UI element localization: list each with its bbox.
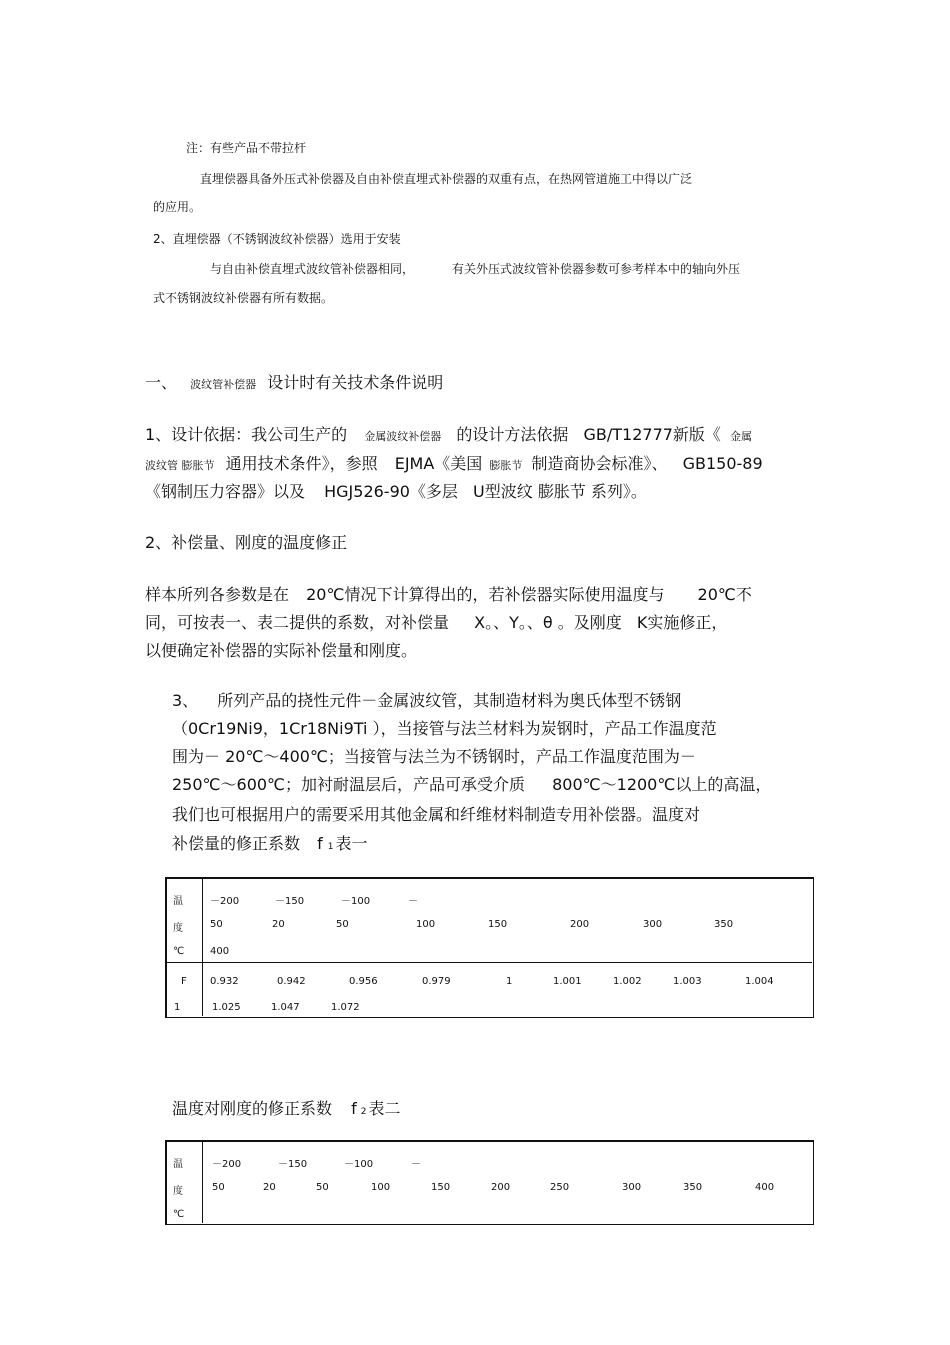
t1-r2-5: 200 bbox=[570, 919, 590, 930]
t2-label-2: ℃ bbox=[173, 1209, 185, 1220]
item1-l1d: GB/T12777新版《 bbox=[583, 425, 721, 444]
item3-line-4 bbox=[172, 772, 771, 795]
t2-r2-5: 200 bbox=[491, 1182, 511, 1193]
t1-r4-0: 0.932 bbox=[210, 976, 239, 987]
item2-l1a: 样本所列各参数是在 bbox=[145, 585, 290, 604]
t1-r1-1: －150 bbox=[275, 896, 305, 907]
t1-label-0: 温 bbox=[173, 896, 183, 907]
t1-r2-3: 100 bbox=[416, 919, 436, 930]
item3-l4a: 250℃～600℃；加衬耐温层后，产品可承受介质 bbox=[172, 775, 526, 794]
t1-label-1: 度 bbox=[173, 923, 183, 934]
t2-r1-1: －150 bbox=[278, 1159, 308, 1170]
section-title: 设计时有关技术条件说明 bbox=[267, 373, 444, 392]
item1-l3c: U型波纹 膨胀节 系列》。 bbox=[473, 482, 647, 501]
item1-l2e: 制造商协会标准》、 bbox=[531, 454, 668, 473]
item2-line-2 bbox=[145, 610, 727, 633]
caption2-subscript: 2 bbox=[360, 1107, 367, 1117]
t2-r2-2: 50 bbox=[316, 1182, 329, 1193]
caption2-label: 表二 bbox=[368, 1099, 401, 1118]
paragraph-1-line-1: 直埋偿器具备外压式补偿器及自由补偿直埋式补偿器的双重有点，在热网管道施工中得以广泛 bbox=[200, 172, 693, 186]
item2-l2c: K实施修正， bbox=[636, 613, 728, 632]
item3-l4b: 800℃～1200℃以上的高温， bbox=[552, 775, 772, 794]
t1-r4-7: 1.003 bbox=[673, 976, 702, 987]
t1-r5-1: 1.047 bbox=[271, 1002, 300, 1013]
item2-line-1 bbox=[145, 582, 752, 605]
t2-r2-7: 300 bbox=[622, 1182, 642, 1193]
paragraph-2-line-2: 式不锈钢波纹补偿器有所有数据。 bbox=[153, 291, 334, 305]
t2-r1-3: － bbox=[411, 1159, 421, 1170]
item2-l1c: 20℃不 bbox=[697, 585, 752, 604]
item1-l2f: GB150-89 bbox=[682, 454, 763, 473]
t1-r5-0: 1.025 bbox=[212, 1002, 241, 1013]
item1-l3a: 《钢制压力容器》以及 bbox=[145, 482, 306, 501]
t1-r4-5: 1.001 bbox=[553, 976, 582, 987]
t2-r2-3: 100 bbox=[371, 1182, 391, 1193]
t1-r3-0: 400 bbox=[210, 946, 230, 957]
item3-line-2: （0Cr19Ni9，1Cr18Ni9Ti ），当接管与法兰材料为炭钢时，产品工作温度范 bbox=[172, 719, 717, 738]
table1-caption bbox=[172, 831, 368, 854]
t1-r4-8: 1.004 bbox=[745, 976, 774, 987]
section-term: 波纹管补偿器 bbox=[190, 378, 257, 391]
item2-l1b: 20℃情况下计算得出的，若补偿器实际使用温度与 bbox=[306, 585, 665, 604]
t1-r2-6: 300 bbox=[643, 919, 663, 930]
t1-r1-3: － bbox=[408, 896, 418, 907]
paragraph-1-line-2: 的应用。 bbox=[153, 200, 202, 214]
item1-l2b: 通用技术条件》，参照 bbox=[225, 454, 378, 473]
caption2-f: f bbox=[351, 1099, 357, 1118]
paragraph-2-line-1b: 有关外压式波纹管补偿器参数可参考样本中的轴向外压 bbox=[452, 262, 741, 276]
t1-r4-1: 0.942 bbox=[277, 976, 306, 987]
table-1 bbox=[165, 877, 814, 1018]
t2-r1-0: －200 bbox=[212, 1159, 242, 1170]
item3-line-5: 我们也可根据用户的需要采用其他金属和纤维材料制造专用补偿器。温度对 bbox=[172, 805, 701, 824]
t2-label-0: 温 bbox=[173, 1159, 183, 1170]
table1-row-divider bbox=[166, 962, 812, 963]
item3-l1a: 3、 bbox=[172, 691, 199, 710]
item2-l2a: 同，可按表一、表二提供的系数，对补偿量 bbox=[145, 613, 450, 632]
t1-r1-0: －200 bbox=[210, 896, 240, 907]
item3-line-1 bbox=[172, 688, 681, 711]
paragraph-2-line-1a: 与自由补偿直埋式波纹管补偿器相同， bbox=[210, 262, 415, 276]
item1-l3b: HGJ526-90《多层 bbox=[324, 482, 458, 501]
caption1-f: f bbox=[317, 834, 323, 853]
table1-col-divider bbox=[202, 879, 203, 1016]
item2-l2b: X。、Y。、θ 。及刚度 bbox=[474, 613, 622, 632]
t1-r2-0: 50 bbox=[210, 919, 223, 930]
item2-line-3: 以便确定补偿器的实际补偿量和刚度。 bbox=[145, 641, 418, 660]
item1-l1e: 金属 bbox=[730, 430, 753, 443]
t2-r2-9: 400 bbox=[755, 1182, 775, 1193]
item3-line-3: 围为－ 20℃～400℃；当接管与法兰为不锈钢时，产品工作温度范围为－ bbox=[172, 747, 696, 766]
t1-r4-3: 0.979 bbox=[422, 976, 451, 987]
t1-r4-4: 1 bbox=[506, 976, 513, 987]
item1-l2d: 膨胀节 bbox=[489, 459, 523, 472]
t2-r1-2: －100 bbox=[344, 1159, 374, 1170]
item1-l1b: 金属波纹补偿器 bbox=[364, 430, 442, 443]
t2-r2-6: 250 bbox=[550, 1182, 570, 1193]
t1-r4-2: 0.956 bbox=[349, 976, 378, 987]
caption1-label: 表一 bbox=[335, 834, 368, 853]
table2-col-divider bbox=[202, 1142, 203, 1223]
t1-label-3: F bbox=[181, 976, 187, 987]
t2-r2-0: 50 bbox=[212, 1182, 225, 1193]
t2-label-1: 度 bbox=[173, 1186, 183, 1197]
caption1-subscript: 1 bbox=[327, 842, 334, 852]
t1-r2-4: 150 bbox=[488, 919, 508, 930]
t1-label-4: 1 bbox=[174, 1002, 181, 1013]
table2-caption bbox=[172, 1096, 401, 1119]
t2-r2-1: 20 bbox=[263, 1182, 276, 1193]
section-number: 一、 bbox=[145, 373, 178, 392]
t1-r4-6: 1.002 bbox=[613, 976, 642, 987]
t1-r5-2: 1.072 bbox=[331, 1002, 360, 1013]
section-heading bbox=[145, 370, 443, 393]
t2-r2-4: 150 bbox=[431, 1182, 451, 1193]
note-text: 注：有些产品不带拉杆 bbox=[186, 141, 307, 155]
t2-r2-8: 350 bbox=[683, 1182, 703, 1193]
item1-l1c: 的设计方法依据 bbox=[456, 425, 569, 444]
t1-r1-2: －100 bbox=[341, 896, 371, 907]
item1-line-2 bbox=[145, 451, 763, 474]
t1-r2-2: 50 bbox=[336, 919, 349, 930]
item1-l2a: 波纹管 膨胀节 bbox=[145, 459, 215, 472]
item1-line-1 bbox=[145, 422, 752, 445]
caption2-text: 温度对刚度的修正系数 bbox=[172, 1099, 333, 1118]
subheading-2: 2、直埋偿器（不锈钢波纹补偿器）选用于安装 bbox=[153, 232, 401, 246]
item3-l1b: 所列产品的挠性元件－金属波纹管，其制造材料为奥氏体型不锈钢 bbox=[217, 691, 682, 710]
caption1-text: 补偿量的修正系数 bbox=[172, 834, 301, 853]
item2-heading: 2、补偿量、刚度的温度修正 bbox=[145, 533, 348, 552]
t1-r2-7: 350 bbox=[714, 919, 734, 930]
item1-l2c: EJMA《美国 bbox=[394, 454, 483, 473]
t1-label-2: ℃ bbox=[173, 946, 185, 957]
t1-r2-1: 20 bbox=[272, 919, 285, 930]
item1-line-3 bbox=[145, 479, 647, 502]
item1-l1a: 1、设计依据：我公司生产的 bbox=[145, 425, 348, 444]
